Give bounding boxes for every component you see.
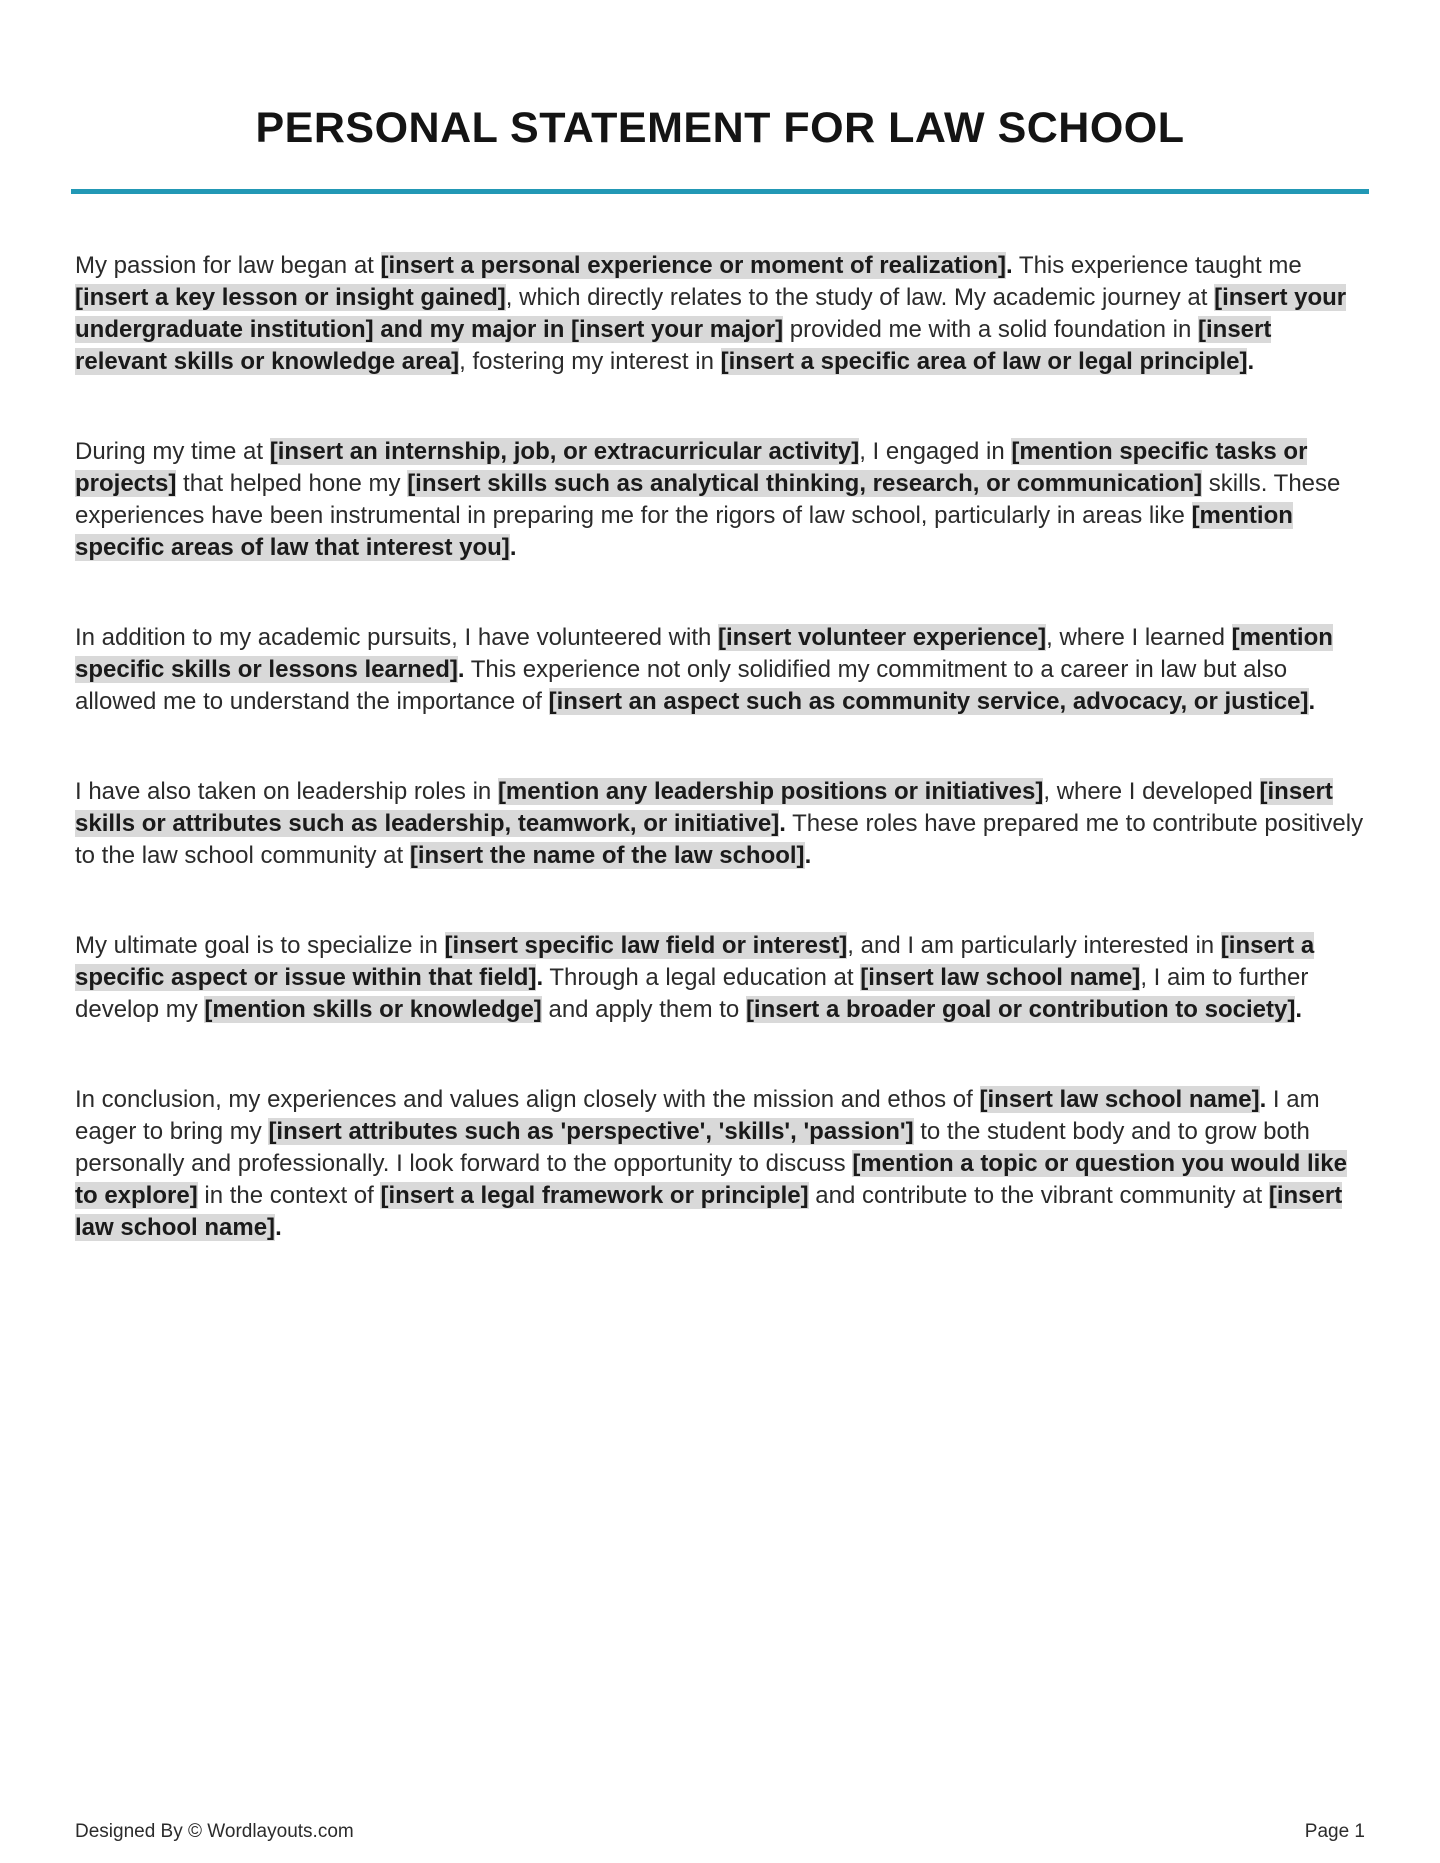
text-run: Through a legal education at xyxy=(543,964,861,992)
text-run: . xyxy=(1295,996,1302,1024)
placeholder-field: [insert the name of the law school] xyxy=(409,842,805,870)
text-run: . xyxy=(1308,688,1316,716)
text-run: , which directly relates to the study of law. My academic journey at xyxy=(505,284,1215,312)
text-run: and contribute to the vibrant community at xyxy=(808,1182,1269,1210)
document-header xyxy=(75,106,1365,194)
placeholder-field: [insert law school name] xyxy=(860,964,1141,992)
text-run: in the context of xyxy=(197,1182,381,1210)
text-run: This experience not only solidified my commitment to a career in law but also allowed me to understand the importance of xyxy=(75,656,1288,716)
placeholder-field: [insert a personal experience or moment of realization] xyxy=(380,252,1006,280)
placeholder-field: [insert attributes such as 'perspective', 'skills', 'passion'] xyxy=(268,1118,914,1146)
placeholder-field: [insert skills or attributes such as leadership, teamwork, or initiative] xyxy=(75,778,1333,838)
paragraph xyxy=(75,622,1365,718)
placeholder-field: [insert law school name] xyxy=(75,1182,1343,1242)
text-run: to the student body and to grow both personally and professionally. I look forward to the opportunity to discuss xyxy=(75,1118,1310,1178)
document-body xyxy=(75,250,1365,1244)
placeholder-field: [insert a legal framework or principle] xyxy=(380,1182,809,1210)
placeholder-field: [insert specific law field or interest] xyxy=(444,932,848,960)
text-run: . xyxy=(1259,1086,1267,1114)
text-run: skills. These experiences have been instrumental in preparing me for the rigors of law school, particularly in areas like xyxy=(75,470,1341,530)
text-run: , where I learned xyxy=(1046,624,1232,652)
text-run: . xyxy=(275,1214,282,1242)
placeholder-field: [insert an aspect such as community service, advocacy, or justice] xyxy=(548,688,1309,716)
text-run: . xyxy=(536,964,544,992)
text-run: , fostering my interest in xyxy=(459,348,721,376)
text-run: My passion for law began at xyxy=(75,252,381,280)
text-run: . xyxy=(804,842,812,870)
text-run: In conclusion, my experiences and values align closely with the mission and ethos of xyxy=(75,1086,980,1114)
text-run: . xyxy=(1247,348,1255,376)
text-run: My ultimate goal is to specialize in xyxy=(75,932,445,960)
text-run: I have also taken on leadership roles in xyxy=(75,778,498,806)
page-title: PERSONAL STATEMENT FOR LAW SCHOOL xyxy=(255,104,1185,152)
paragraph xyxy=(75,776,1365,872)
text-run: , where I developed xyxy=(1043,778,1260,806)
placeholder-field: [mention a topic or question you would like to explore] xyxy=(75,1150,1347,1210)
text-run: . xyxy=(1006,252,1013,280)
placeholder-field: [insert a key lesson or insight gained] xyxy=(75,284,506,312)
placeholder-field: [insert a specific aspect or issue within that field] xyxy=(75,932,1315,992)
placeholder-field: [mention skills or knowledge] xyxy=(204,996,542,1024)
paragraph xyxy=(75,930,1365,1026)
placeholder-field: [insert skills such as analytical thinking, research, or communication] xyxy=(407,470,1203,498)
text-run: In addition to my academic pursuits, I have volunteered with xyxy=(75,624,719,652)
paragraph xyxy=(75,436,1365,564)
paragraph xyxy=(75,1084,1365,1244)
paragraph xyxy=(75,250,1365,378)
text-run: , I aim to further develop my xyxy=(75,964,1309,1024)
placeholder-field: [mention specific tasks or projects] xyxy=(75,438,1308,498)
placeholder-field: [insert a broader goal or contribution to society] xyxy=(745,996,1296,1024)
text-run: . xyxy=(509,534,517,562)
placeholder-field: [insert law school name] xyxy=(979,1086,1260,1114)
footer-credit: Designed By © Wordlayouts.com xyxy=(75,1821,354,1842)
text-run: During my time at xyxy=(75,438,270,466)
text-run: that helped hone my xyxy=(176,470,408,498)
placeholder-field: [insert relevant skills or knowledge area] xyxy=(75,316,1272,376)
text-run: . xyxy=(457,656,465,684)
document-footer xyxy=(75,1821,1365,1843)
placeholder-field: [insert a specific area of law or legal principle] xyxy=(720,348,1248,376)
placeholder-field: [insert volunteer experience] xyxy=(718,624,1047,652)
text-run: , I engaged in xyxy=(859,438,1012,466)
text-run: These roles have prepared me to contribute positively to the law school community at xyxy=(75,810,1364,870)
text-run: and apply them to xyxy=(541,996,746,1024)
placeholder-field: [insert your undergraduate institution] and my major in [insert your major] xyxy=(75,284,1347,344)
placeholder-field: [mention specific skills or lessons learned] xyxy=(75,624,1333,684)
text-run: . xyxy=(779,810,786,838)
text-run: I am eager to bring my xyxy=(75,1086,1320,1146)
text-run: , and I am particularly interested in xyxy=(847,932,1221,960)
placeholder-field: [mention specific areas of law that interest you] xyxy=(75,502,1293,562)
footer-page-number: Page 1 xyxy=(1304,1821,1365,1842)
placeholder-field: [insert an internship, job, or extracurricular activity] xyxy=(269,438,860,466)
text-run: This experience taught me xyxy=(1012,252,1302,280)
text-run: provided me with a solid foundation in xyxy=(783,316,1198,344)
placeholder-field: [mention any leadership positions or initiatives] xyxy=(497,778,1044,806)
title-divider-rule xyxy=(71,189,1369,194)
